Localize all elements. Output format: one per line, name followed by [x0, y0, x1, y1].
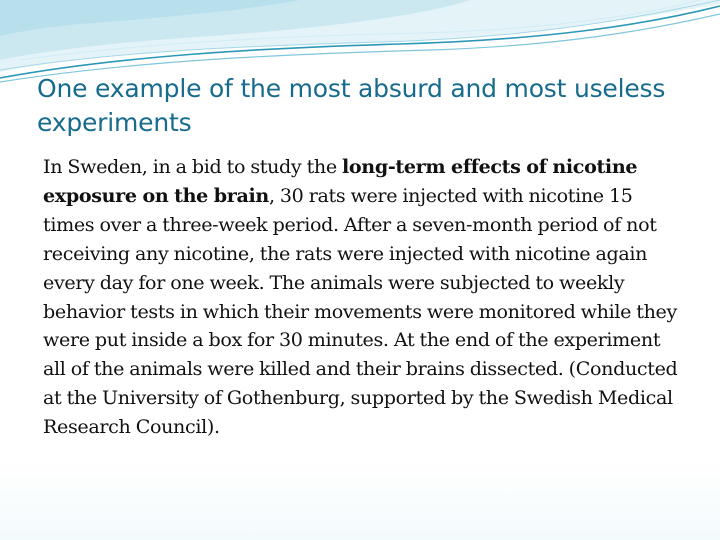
body-text-intro: In Sweden, in a bid to study the: [43, 155, 343, 178]
body-text-rest: , 30 rats were injected with nicotine 15 times over a three-week period. After a seven-month period of not receiving any nicotine, the rats were injected with nicotine again every day for one week. The animals were subjected to weekly behavior tests in which their movements were monitored while they were put inside a box for 30 minutes. At the end of the experiment all of the animals were killed and their brains dissected. (Conducted at the University of Gothenburg, supported by the Swedish Medical Research Council).: [43, 183, 678, 439]
body-text-emphasis: long-term effects of nicotine exposure on the brain: [43, 155, 638, 207]
slide-title: One example of the most absurd and most useless experiments: [37, 74, 666, 137]
slide-body-text: [43, 153, 683, 442]
